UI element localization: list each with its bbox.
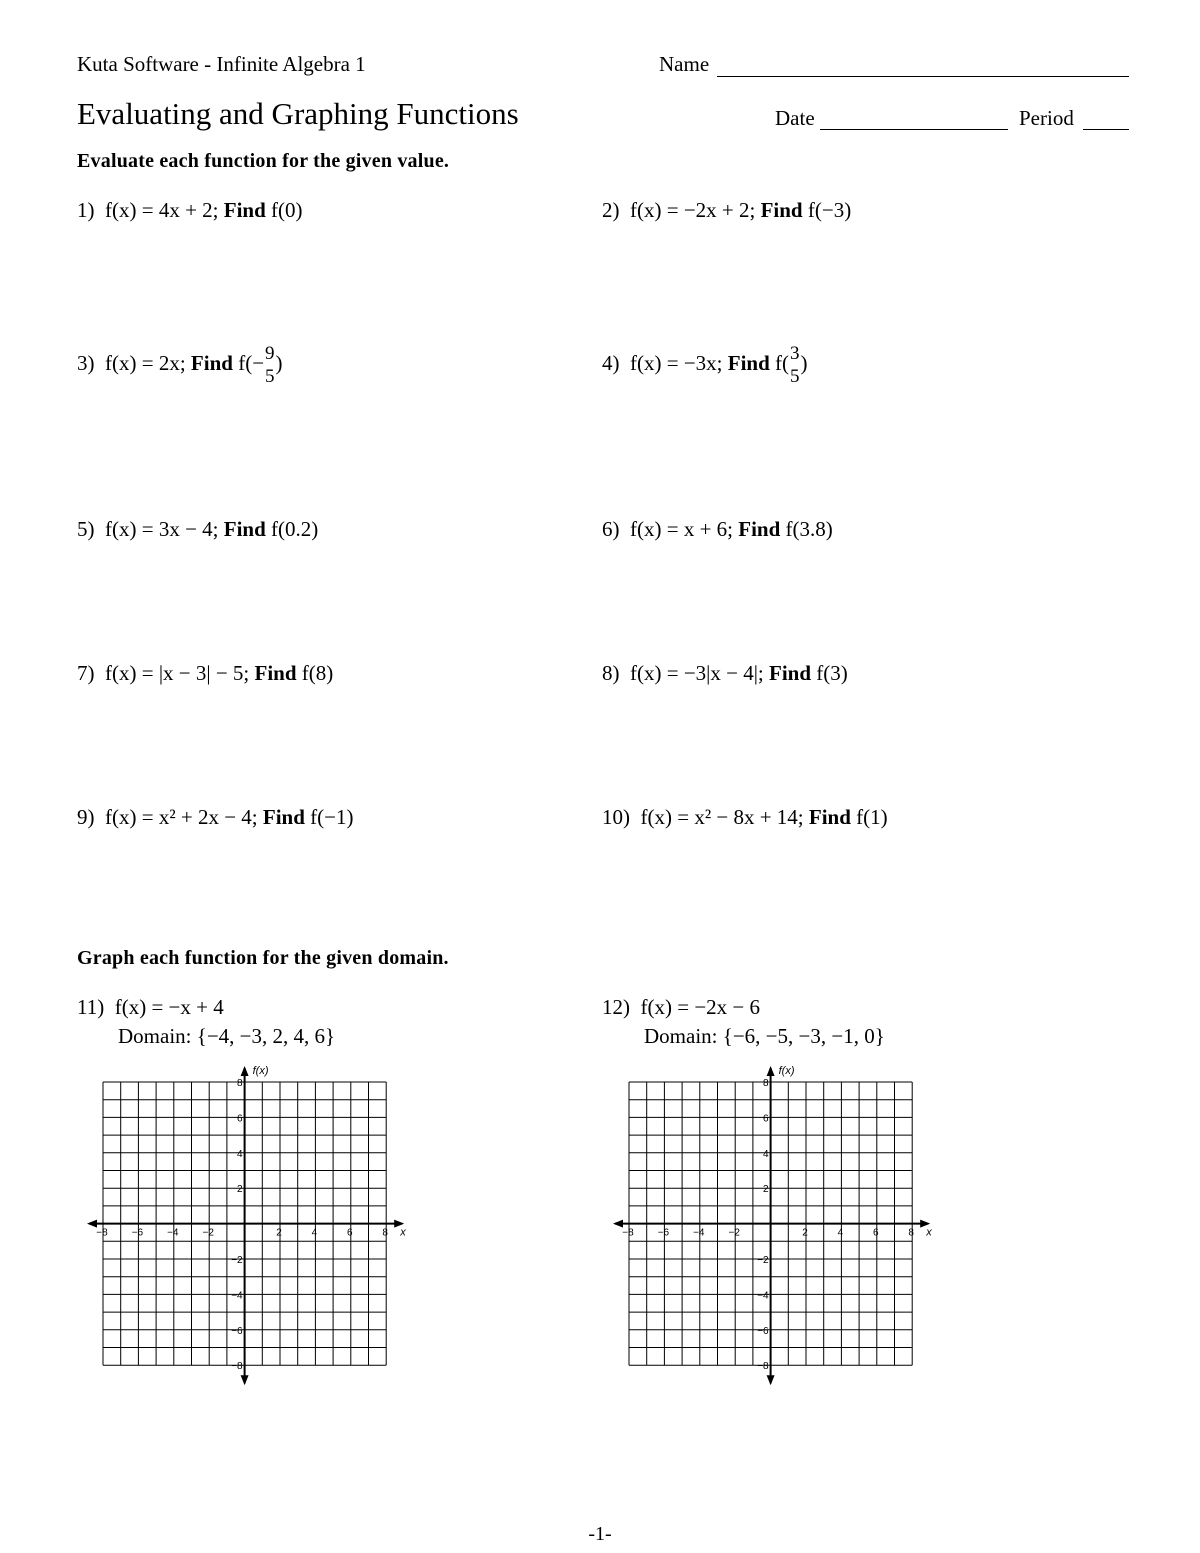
fraction-denominator: 5 <box>790 366 800 387</box>
problem-number: 12) <box>602 995 630 1019</box>
find-argument: f(1) <box>856 805 888 829</box>
find-argument-prefix: f( <box>775 350 790 375</box>
coordinate-grid-12[interactable] <box>609 1060 939 1390</box>
function-expression: f(x) = −3|x − 4|; <box>630 661 770 685</box>
function-expression: f(x) = x + 6; <box>630 517 739 541</box>
problem-2 <box>602 198 851 223</box>
period-field-line[interactable] <box>1083 129 1129 130</box>
y-tick-label: −6 <box>231 1325 243 1337</box>
problem-11 <box>77 995 224 1020</box>
problem-number: 5) <box>77 517 95 541</box>
x-tick-label: −6 <box>131 1227 144 1239</box>
find-argument-suffix: ) <box>800 350 808 375</box>
name-label: Name <box>659 52 710 76</box>
x-tick-label: 6 <box>347 1227 353 1239</box>
y-tick-label: −4 <box>757 1290 769 1302</box>
problem-number: 2) <box>602 198 620 222</box>
x-tick-label: −4 <box>167 1227 179 1239</box>
x-tick-label: −8 <box>622 1227 634 1239</box>
y-tick-label: 2 <box>237 1184 243 1196</box>
period-label: Period <box>1019 106 1074 130</box>
problem-7 <box>77 661 333 686</box>
find-argument: f(3.8) <box>785 517 833 541</box>
fraction <box>265 342 275 388</box>
find-argument-suffix: ) <box>275 350 283 375</box>
x-tick-label: −4 <box>693 1227 705 1239</box>
problem-number: 3) <box>77 350 95 375</box>
y-tick-label: 2 <box>763 1184 769 1196</box>
x-axis-label: x <box>400 1226 406 1239</box>
x-axis-arrow-left <box>613 1220 623 1228</box>
y-tick-label: −2 <box>757 1255 769 1266</box>
date-field-line[interactable] <box>820 129 1008 130</box>
find-label: Find <box>190 350 233 375</box>
problem-3 <box>77 342 283 388</box>
problem-12 <box>602 995 760 1020</box>
find-label: Find <box>254 661 297 685</box>
function-expression: f(x) = −3x; <box>630 350 728 375</box>
y-tick-label: 4 <box>763 1148 769 1160</box>
find-argument: f(8) <box>301 661 334 685</box>
function-expression: f(x) = |x − 3| − 5; <box>105 661 255 685</box>
problem-5 <box>77 517 318 542</box>
y-tick-label: −4 <box>231 1290 243 1302</box>
problem-number: 6) <box>602 517 620 541</box>
problem-number: 11) <box>77 995 105 1019</box>
y-tick-label: −2 <box>231 1255 243 1266</box>
find-label: Find <box>738 517 781 541</box>
y-tick-label: 6 <box>237 1113 243 1125</box>
problem-number: 4) <box>602 350 620 375</box>
problem-number: 9) <box>77 805 95 829</box>
fraction-numerator: 9 <box>265 343 275 364</box>
problem-6 <box>602 517 833 542</box>
problem-number: 7) <box>77 661 95 685</box>
x-axis-label: x <box>926 1226 932 1239</box>
date-label: Date <box>775 106 815 130</box>
problem-8 <box>602 661 848 686</box>
fraction-numerator: 3 <box>790 343 800 364</box>
problem-12-domain: Domain: {−6, −5, −3, −1, 0} <box>644 1024 885 1048</box>
section-2-instruction: Graph each function for the given domain. <box>77 947 449 969</box>
find-argument: f(3) <box>816 661 848 685</box>
coordinate-grid-11[interactable] <box>83 1060 413 1390</box>
y-axis-arrow-down <box>767 1375 775 1385</box>
worksheet-source: Kuta Software - Infinite Algebra 1 <box>77 52 366 76</box>
y-tick-label: 8 <box>237 1078 243 1089</box>
find-label: Find <box>223 198 266 222</box>
y-axis-arrow-up <box>241 1066 249 1076</box>
x-axis-arrow-left <box>87 1220 97 1228</box>
y-tick-label: −6 <box>757 1325 769 1337</box>
function-expression: f(x) = x² − 8x + 14; <box>640 805 809 829</box>
function-expression: f(x) = 4x + 2; <box>105 198 224 222</box>
problem-4 <box>602 342 808 388</box>
x-tick-label: 2 <box>276 1227 282 1239</box>
y-axis-arrow-up <box>767 1066 775 1076</box>
fraction <box>790 342 800 388</box>
page-title: Evaluating and Graphing Functions <box>77 96 519 131</box>
function-expression: f(x) = −2x − 6 <box>640 995 761 1019</box>
page-number: -1- <box>588 1523 612 1545</box>
problem-number: 10) <box>602 805 630 829</box>
find-label: Find <box>727 350 770 375</box>
x-tick-label: 6 <box>873 1227 879 1239</box>
function-expression: f(x) = 2x; <box>105 350 191 375</box>
find-argument: f(−3) <box>807 198 852 222</box>
function-expression: f(x) = −2x + 2; <box>630 198 761 222</box>
name-field-line[interactable] <box>717 76 1129 77</box>
x-tick-label: −6 <box>657 1227 670 1239</box>
x-tick-label: 4 <box>311 1227 318 1239</box>
y-axis-label: f(x) <box>778 1065 795 1077</box>
problem-number: 8) <box>602 661 620 685</box>
x-tick-label: 8 <box>908 1227 914 1239</box>
fraction-denominator: 5 <box>265 366 275 387</box>
function-expression: f(x) = 3x − 4; <box>105 517 224 541</box>
problem-11-domain: Domain: {−4, −3, 2, 4, 6} <box>118 1024 336 1048</box>
problem-number: 1) <box>77 198 95 222</box>
function-expression: f(x) = −x + 4 <box>114 995 224 1019</box>
x-tick-label: 4 <box>837 1227 844 1239</box>
find-label: Find <box>769 661 812 685</box>
find-argument: f(0) <box>271 198 303 222</box>
y-tick-label: −8 <box>757 1361 769 1373</box>
section-1-instruction: Evaluate each function for the given value. <box>77 150 450 172</box>
find-argument: f(−1) <box>310 805 354 829</box>
x-tick-label: 8 <box>382 1227 388 1239</box>
x-tick-label: −2 <box>202 1227 214 1239</box>
x-tick-label: 2 <box>802 1227 808 1239</box>
find-argument: f(0.2) <box>271 517 319 541</box>
function-expression: f(x) = x² + 2x − 4; <box>105 805 263 829</box>
find-label: Find <box>760 198 803 222</box>
find-argument-prefix: f(− <box>238 350 265 375</box>
find-label: Find <box>262 805 305 829</box>
y-tick-label: −8 <box>231 1361 243 1373</box>
y-tick-label: 6 <box>763 1113 769 1125</box>
y-axis-label: f(x) <box>252 1065 269 1077</box>
y-axis-arrow-down <box>241 1375 249 1385</box>
find-label: Find <box>808 805 851 829</box>
x-tick-label: −8 <box>96 1227 108 1239</box>
problem-1 <box>77 198 303 223</box>
x-tick-label: −2 <box>728 1227 740 1239</box>
y-tick-label: 8 <box>763 1078 769 1089</box>
y-tick-label: 4 <box>237 1148 243 1160</box>
find-label: Find <box>223 517 266 541</box>
problem-10 <box>602 805 888 830</box>
problem-9 <box>77 805 354 830</box>
